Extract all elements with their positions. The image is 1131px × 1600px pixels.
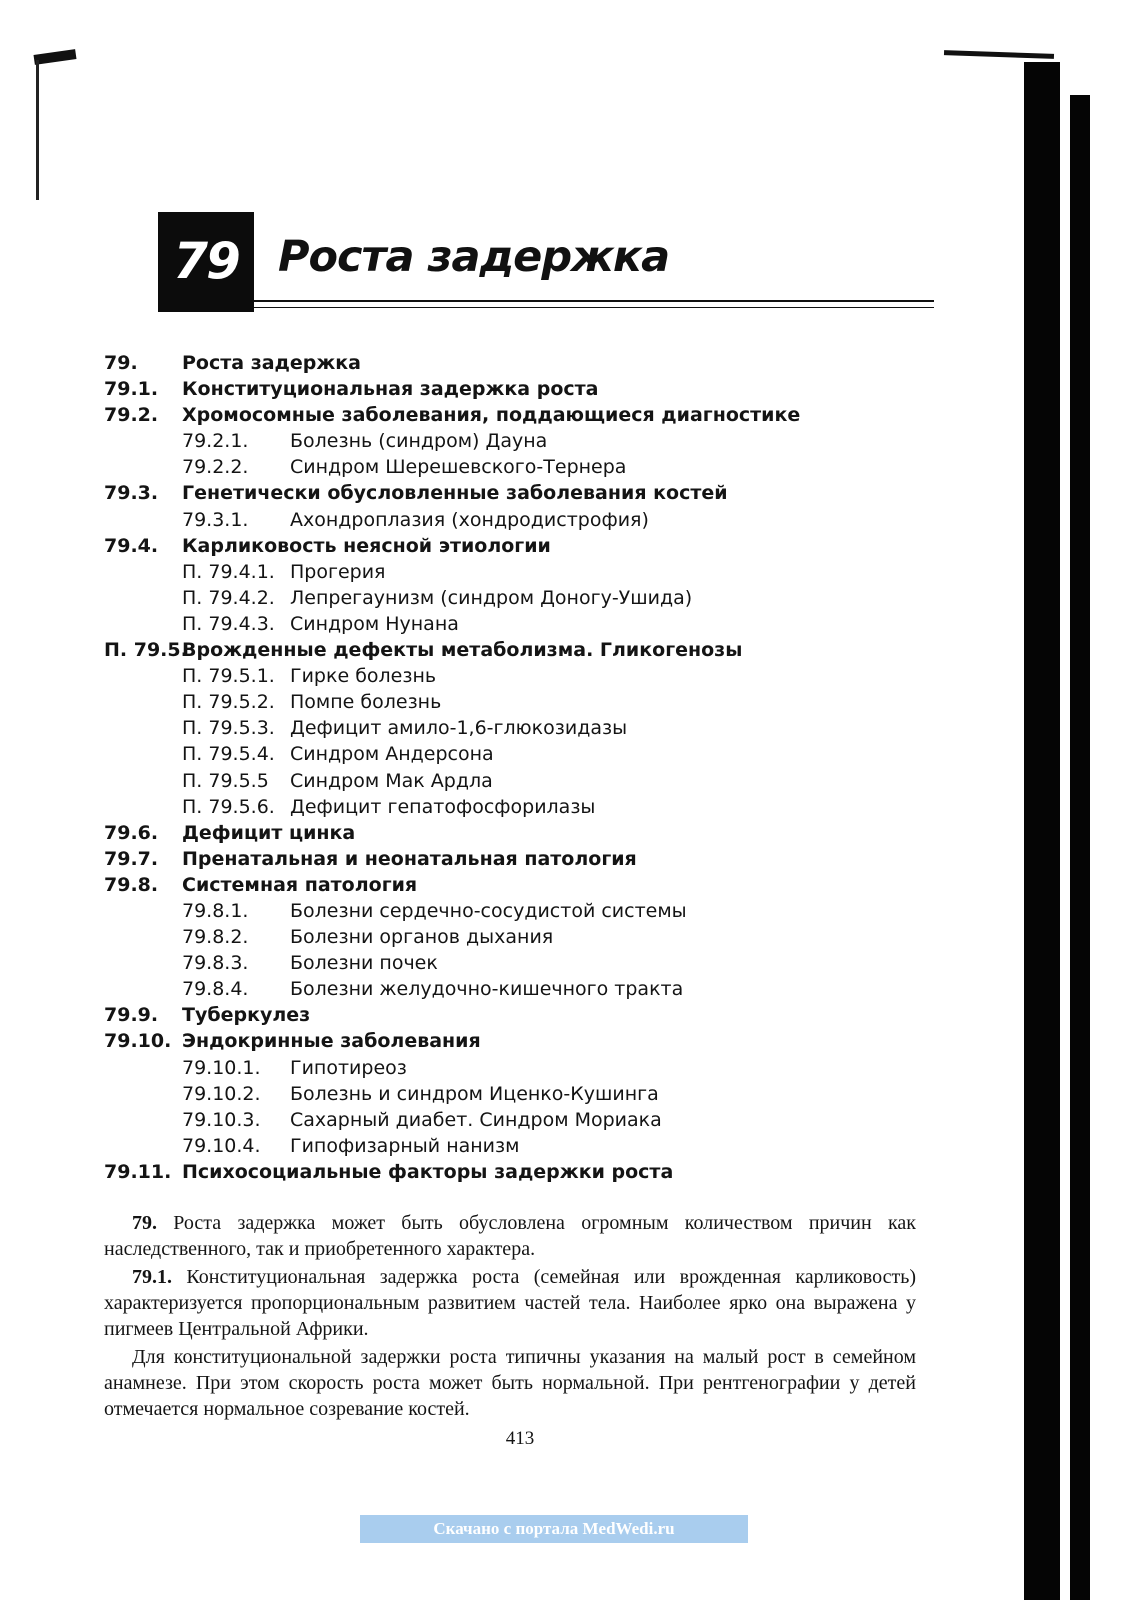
toc-entry-title: Дефицит амило-1,6-глюкозидазы: [290, 717, 628, 740]
toc-entry: [104, 689, 924, 715]
toc-entry-title: Болезнь (синдром) Дауна: [290, 430, 548, 453]
toc-entry-title: Гирке болезнь: [290, 665, 437, 688]
toc-entry-title: Карликовость неясной этиологии: [182, 534, 551, 557]
toc-entry-number: 79.10.1.: [182, 1056, 261, 1079]
toc-entry-number: 79.3.: [104, 482, 159, 505]
toc-entry-title: Пренатальная и неонатальная патология: [182, 847, 637, 870]
toc-entry-title: Ахондроплазия (хондродистрофия): [290, 508, 649, 531]
toc-entry: [104, 898, 924, 924]
toc-entry: [104, 402, 924, 428]
toc-entry-number: 79.11.: [104, 1160, 172, 1183]
paragraph-79-1: [104, 1264, 916, 1342]
toc-entry-number: 79.8.1.: [182, 899, 249, 922]
toc-entry-number: П. 79.5.3.: [182, 717, 275, 740]
toc-entry: [104, 872, 924, 898]
toc-entry-number: 79.10.4.: [182, 1134, 261, 1157]
toc-entry-number: 79.3.1.: [182, 508, 249, 531]
toc-entry: [104, 976, 924, 1002]
toc-entry: [104, 454, 924, 480]
toc-entry: [104, 663, 924, 689]
toc-entry: [104, 820, 924, 846]
toc-entry-title: Болезни сердечно-сосудистой системы: [290, 899, 687, 922]
toc-entry-number: 79.8.4.: [182, 978, 249, 1001]
toc-entry-title: Болезнь и синдром Иценко-Кушинга: [290, 1082, 659, 1105]
heading-rule-thick: [254, 300, 934, 302]
toc-entry-number: П. 79.5.6.: [182, 795, 275, 818]
toc-entry-title: Эндокринные заболевания: [182, 1030, 481, 1053]
toc-entry-title: Психосоциальные факторы задержки роста: [182, 1160, 674, 1183]
toc-entry-number: 79.2.: [104, 404, 159, 427]
toc-entry: [104, 350, 924, 376]
scan-artifact-top-stroke: [944, 50, 1054, 59]
toc-entry: [104, 1055, 924, 1081]
paragraph-79-lead: 79.: [132, 1212, 157, 1234]
chapter-number: 79: [173, 232, 239, 290]
toc-entry-title: Гипотиреоз: [290, 1056, 407, 1079]
toc-entry-title: Синдром Андерсона: [290, 743, 494, 766]
toc-entry-number: 79.10.: [104, 1030, 172, 1053]
heading-rule-thin: [254, 307, 934, 308]
paragraph-79-1-continued: Для конституциональной задержки роста типичны указания на малый рост в семейном анамнезе. При этом скорость роста может быть нормальной. При рентгенографии у детей отмечается нормальное созревание костей.: [104, 1346, 916, 1420]
chapter-contents-list: [104, 350, 924, 1185]
toc-entry-title: Болезни органов дыхания: [290, 926, 554, 949]
toc-entry-number: 79.4.: [104, 534, 159, 557]
toc-entry: [104, 585, 924, 611]
toc-entry: [104, 559, 924, 585]
toc-entry: [104, 924, 924, 950]
scan-artifact-right-bar-outer: [1070, 95, 1090, 1600]
toc-entry: [104, 846, 924, 872]
scan-artifact-left-mark: [34, 49, 77, 65]
toc-entry-number: 79.8.: [104, 873, 159, 896]
toc-entry-title: Помпе болезнь: [290, 691, 442, 714]
toc-entry-number: 79.10.2.: [182, 1082, 261, 1105]
toc-entry: [104, 428, 924, 454]
toc-entry-number: П. 79.5.4.: [182, 743, 275, 766]
toc-entry: [104, 611, 924, 637]
toc-entry: [104, 1107, 924, 1133]
toc-entry: [104, 768, 924, 794]
paragraph-79-1-lead: 79.1.: [132, 1266, 172, 1288]
toc-entry-number: П. 79.5.1.: [182, 665, 275, 688]
toc-entry-number: 79.10.3.: [182, 1108, 261, 1131]
paragraph-79-text: Роста задержка может быть обусловлена огромным количеством причин как наследственного, так и приобретенного характера.: [104, 1212, 916, 1260]
toc-entry-title: Системная патология: [182, 873, 418, 896]
toc-entry: [104, 1002, 924, 1028]
toc-entry: [104, 533, 924, 559]
toc-entry: [104, 950, 924, 976]
toc-entry-number: 79.8.2.: [182, 926, 249, 949]
toc-entry: [104, 507, 924, 533]
toc-entry-number: 79.2.1.: [182, 430, 249, 453]
toc-entry-title: Прогерия: [290, 560, 386, 583]
scan-artifact-left-edge: [36, 60, 39, 200]
toc-entry-number: 79.8.3.: [182, 952, 249, 975]
toc-entry-title: Болезни желудочно-кишечного тракта: [290, 978, 684, 1001]
scan-artifact-right-bar: [1024, 62, 1060, 1600]
paragraph-79: [104, 1210, 916, 1262]
toc-entry-title: Синдром Мак Ардла: [290, 769, 493, 792]
toc-entry-number: П. 79.4.3.: [182, 612, 275, 635]
toc-entry: [104, 1133, 924, 1159]
toc-entry-title: Синдром Шерешевского-Тернера: [290, 456, 627, 479]
toc-entry-title: Гипофизарный нанизм: [290, 1134, 520, 1157]
toc-entry-number: 79.1.: [104, 378, 159, 401]
toc-entry-number: П. 79.5.2.: [182, 691, 275, 714]
page-number: 413: [505, 1428, 535, 1449]
toc-entry: [104, 1081, 924, 1107]
toc-entry-title: Дефицит гепатофосфорилазы: [290, 795, 596, 818]
download-watermark: Скачано с портала MedWedi.ru: [360, 1515, 748, 1543]
toc-entry-title: Сахарный диабет. Синдром Мориака: [290, 1108, 662, 1131]
toc-entry-number: П. 79.5.: [104, 639, 188, 662]
toc-entry-number: П. 79.5.5: [182, 769, 269, 792]
toc-entry-number: 79.: [104, 352, 138, 374]
toc-entry-title: Болезни почек: [290, 952, 438, 975]
toc-entry-number: 79.7.: [104, 847, 159, 870]
toc-entry-number: 79.6.: [104, 821, 159, 844]
toc-entry: [104, 1028, 924, 1054]
toc-entry-title: Генетически обусловленные заболевания костей: [182, 482, 728, 505]
toc-entry-title: Синдром Нунана: [290, 612, 459, 635]
toc-entry: [104, 637, 924, 663]
toc-entry-title: Лепрегаунизм (синдром Доногу-Ушида): [290, 586, 693, 609]
toc-entry-number: 79.2.2.: [182, 456, 249, 479]
chapter-title: Роста задержка: [278, 232, 670, 282]
toc-entry: [104, 794, 924, 820]
toc-entry-title: Хромосомные заболевания, поддающиеся диагностике: [182, 404, 801, 427]
toc-entry-title: Врожденные дефекты метаболизма. Гликогенозы: [182, 639, 743, 662]
toc-entry-title: Туберкулез: [182, 1004, 311, 1027]
toc-entry-title: Конституциональная задержка роста: [182, 378, 599, 401]
toc-entry: [104, 741, 924, 767]
toc-entry: [104, 480, 924, 506]
toc-entry-number: П. 79.4.1.: [182, 560, 275, 583]
toc-entry-title: Дефицит цинка: [182, 821, 356, 844]
toc-entry: [104, 1159, 924, 1185]
toc-entry-title: Роста задержка: [182, 352, 362, 374]
toc-entry: [104, 715, 924, 741]
paragraph-79-1-text: Конституциональная задержка роста (семейная или врожденная карликовость) характеризуется пропорциональным развитием частей тела. Наиболее ярко она выражена у пигмеев Центральной Африки.: [104, 1266, 916, 1340]
toc-entry: [104, 376, 924, 402]
toc-entry-number: 79.9.: [104, 1004, 159, 1027]
toc-entry-number: П. 79.4.2.: [182, 586, 275, 609]
